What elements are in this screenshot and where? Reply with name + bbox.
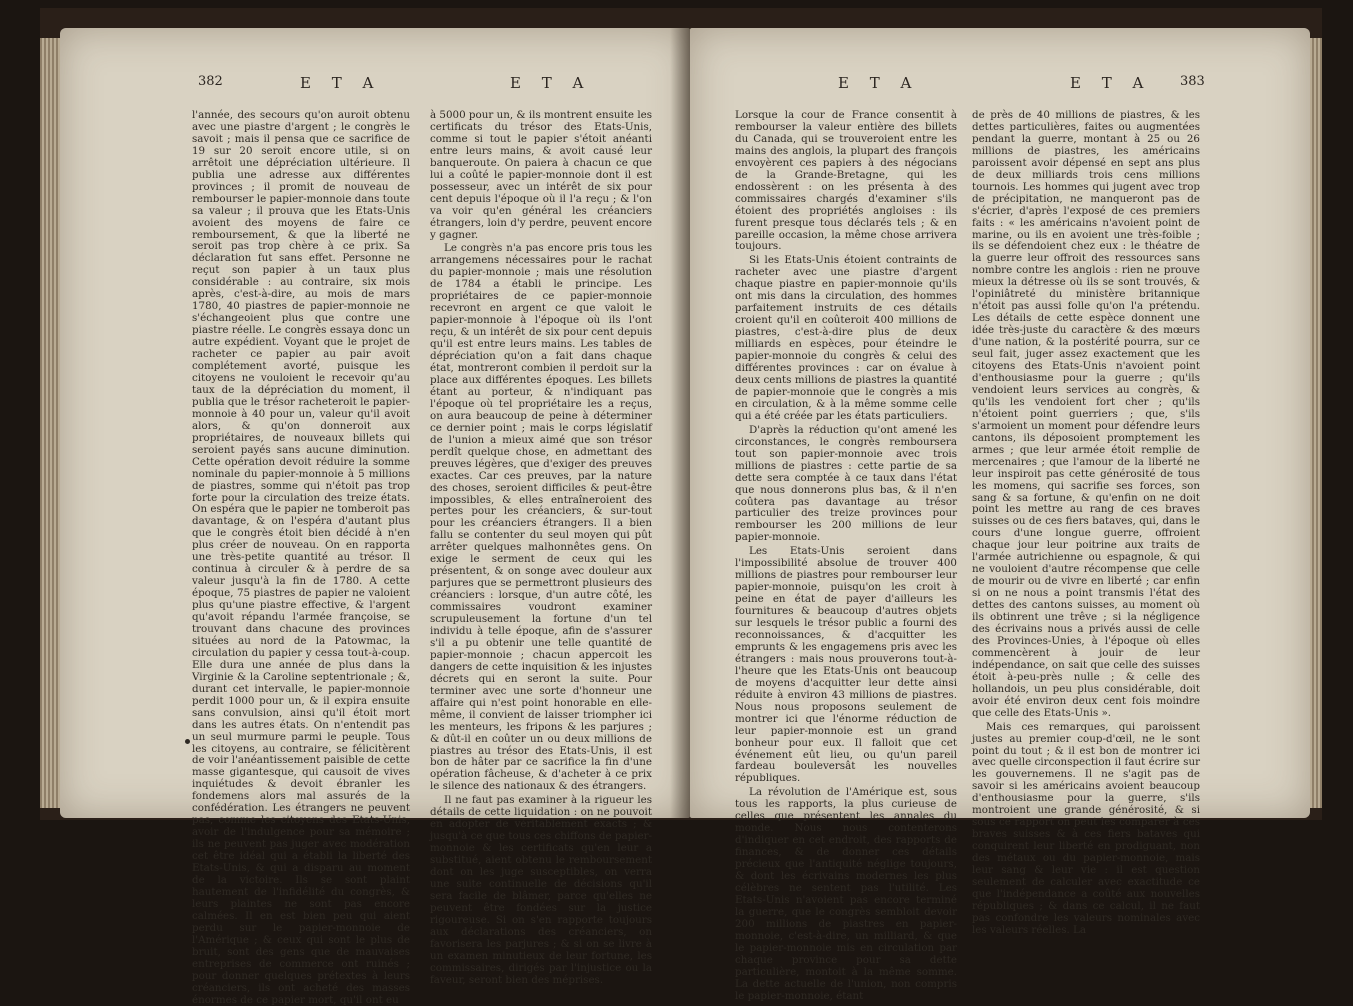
paragraph: Mais ces remarques, qui paroissent justes au premier coup-d'œil, ne le sont point du tout ; & il est bon de montrer ici avec quelle circonspection il faut écrire sur les gouvernemens. Il ne s'agit pas de savoir si les américains avoient beaucoup d'enthousiasme pour la guerre, s'ils montroient une grande générosité, & si sous ce rapport on peut les comparer à ces braves suisses & à ces fiers bataves qui conquirent leur liberté en prodiguant, non des métaux ou du papier-monnoie, mais leur sang & leur vie : il est question seulement de calculer avec exactitude ce que l'indépendance a coûté aux nouvelles républiques ; & dans ce calcul, il ne faut pas confondre les valeurs nominales avec les valeurs réelles. La xyxy=(972,720,1200,936)
paragraph: Les Etats-Unis seroient dans l'impossibilité absolue de trouver 400 millions de piastres pour rembourser leur papier-monnoie, puisqu'on les croit à peine en état de payer d'ailleurs les fournitures & beaucoup d'autres objets sur lesquels le trésor public a fourni des reconnoissances, & d'acquitter les emprunts & les engagemens pris avec les étrangers : mais nous prouverons tout-à-l'heure que les Etats-Unis ont beaucoup de moyens d'acquitter leur dette ainsi réduite à environ 43 millions de piastres. Nous nous proposons seulement de montrer ici que l'énorme réduction de leur papier-monnoie est un grand bonheur pour eux. Il falloit que cet événement eût lieu, ou qu'un pareil fardeau bouleversât les nouvelles républiques. xyxy=(735,545,957,785)
paragraph: Il ne faut pas examiner à la rigueur les détails de cette liquidation : on ne pouvoit en adopter de véritablement exacts ; & jusqu'à ce que tous ces chiffons de papier-monnoie & les certificats qu'en leur a substitué, aient obtenu le remboursement dont on les juge susceptibles, on verra une suite continuelle de décisions qu'il sera facile de blâmer, parce qu'elles ne peuvent être fondées sur la justice rigoureuse. Si on s'en rapporte toujours aux déclarations des créanciers, on favorisera les parjures ; & si on se livre à un examen minutieux de leur fortune, les commissaires, dirigés par l'injustice ou la faveur, seront bien des méprises. xyxy=(430,794,652,986)
paragraph: de près de 40 millions de piastres, & les dettes particulières, faites ou augmentées pendant la guerre, montant à 25 ou 26 millions de piastres, les américains paroissent avoir dépensé en sept ans plus de deux milliards trois cens millions tournois. Les hommes qui jugent avec trop de précipitation, ne manqueront pas de s'écrier, d'après l'exposé de ces premiers faits : « les américains n'avoient point de marine, ou ils en avoient une très-foible ; ils se défendoient chez eux : le théatre de la guerre leur offroit des ressources sans nombre contre les anglois : rien ne prouve mieux la détresse où ils se sont trouvés, & l'opiniâtreté du ministère britannique n'étoit pas aussi folle qu'on l'a prétendu. Les détails de cette espèce donnent une idée très-juste du caractère & des mœurs d'une nation, & la postérité pourra, sur ce seul fait, juger assez exactement que les citoyens des Etats-Unis n'avoient point d'enthousiasme pour la guerre ; qu'ils vendoient leurs services au congrès, & qu'ils les vendoient fort cher ; qu'ils n'étoient point guerriers ; que, s'ils s'armoient un moment pour défendre leurs cantons, ils déposoient promptement les armes ; que leur armée étoit remplie de mercenaires ; que l'amour de la liberté ne leur inspiroit pas cette générosité de tous les momens, qui sacrifie ses forces, son sang & sa fortune, & qu'enfin on ne doit point les mettre au rang de ces braves suisses ou de ces fiers bataves, qui, dans le cours d'une longue guerre, offroient chaque jour leur poitrine aux traits de l'armée autrichienne ou espagnole, & qui ne vouloient d'autre récompense que celle de mourir ou de vivre en liberté ; car enfin si on ne nous a point transmis l'état des dettes des cantons suisses, au moment où ils obtinrent une trêve ; si la négligence des écrivains nous a privés aussi de celle des Provinces-Unies, à l'époque où elles commencèrent à jouir de leur indépendance, on sait que celle des suisses étoit à-peu-près nulle ; & celle des hollandois, un peu plus considérable, doit avoir été environ deux cent fois moindre que celle des Etats-Unis ». xyxy=(972,109,1200,719)
paragraph: La révolution de l'Amérique est, sous tous les rapports, la plus curieuse de celles que présentent les annales du monde. Nous nous contenterons d'indiquer en cet endroit, des rapports de finances, & de donner ces détails précieux que l'antiquité néglige toujours, & dont les écrivains modernes les plus célèbres ne sentent pas l'utilité. Les Etats-Unis n'avoient pas encore terminé la guerre, que le congrès sembloit devoir 200 millions de piastres en papier-monnoie, c'est-à-dire, un milliard, & que le papier-monnoie mis en circulation par chaque province pour sa dette particulière, montoit à la même somme. La dette actuelle de l'union, non compris le papier-monnoie, étant xyxy=(735,786,957,1002)
paragraph: Lorsque la cour de France consentit à rembourser la valeur entière des billets du Canada, qui se trouveroient entre les mains des anglois, la plupart des françois envoyèrent ces papiers à des négocians de la Grande-Bretagne, qui les endossèrent : on les présenta à des commissaires chargés d'examiner s'ils étoient des propriétés angloises : ils furent presque tous déclarés tels ; & en pareille occasion, la même chose arrivera toujours. xyxy=(735,109,957,253)
text-column-1 xyxy=(192,109,410,1006)
paragraph: Si les Etats-Unis étoient contraints de racheter avec une piastre d'argent chaque piastre en papier-monnoie qu'ils ont mis dans la circulation, des hommes parfaitement instruits de ces détails croient qu'il en coûteroit 400 millions de piastres, c'est-à-dire plus de deux milliards en espèces, pour éteindre le papier-monnoie du congrès & celui des différentes provinces : car on évalue à deux cents millions de piastres la quantité de papier-monnoie que le congrès a mis en circulation, & à la même somme celle qui a été créée par les états particuliers. xyxy=(735,254,957,422)
paragraph: Le congrès n'a pas encore pris tous les arrangemens nécessaires pour le rachat du papier-monnoie ; mais une résolution de 1784 a établi le principe. Les propriétaires de ce papier-monnoie recevront en argent ce que valoit le papier-monnoie à l'époque où ils l'ont reçu, & un intérêt de six pour cent depuis qu'il est entre leurs mains. Les tables de dépréciation qu'on a fait dans chaque état, montreront combien il perdoit sur la place aux différentes époques. Les billets étant au porteur, & n'indiquant pas l'époque où tel propriétaire les a reçus, on aura beaucoup de peine à déterminer ce dernier point ; mais le corps législatif de l'union a mieux aimé que son trésor perdît quelque chose, en admettant des preuves légères, que d'exiger des preuves exactes. Car ces preuves, par la nature des choses, seroient difficiles & peut-être impossibles, & elles entraîneroient des pertes pour les créanciers, & sur-tout pour les créanciers étrangers. Il a bien fallu se contenter du seul moyen qui pût arrêter quelques malhonnêtes gens. On exige le serment de ceux qui les présentent, & on songe avec douleur aux parjures que se permettront plusieurs des créanciers : lorsque, d'un autre côté, les commissaires voudront examiner scrupuleusement la fortune d'un tel individu à telle époque, afin de s'assurer s'il a pu obtenir une telle quantité de papier-monnoie ; chacun appercoit les dangers de cette inquisition & les injustes décrets qui en seront la suite. Pour terminer avec une sorte d'honneur une affaire qui n'est point honorable en elle-même, il convient de laisser triompher ici les menteurs, les fripons & les parjures ; & dût-il en coûter un ou deux millions de piastres au trésor des Etats-Unis, il est bon de hâter par ce sacrifice la fin d'une opération fâcheuse, & d'acheter à ce prix le silence des nationaux & des étrangers. xyxy=(430,242,652,793)
margin-mark xyxy=(185,739,190,744)
running-headword: E T A xyxy=(838,74,920,92)
open-book xyxy=(40,8,1322,1006)
paragraph: D'après la réduction qu'ont amené les circonstances, le congrès remboursera tout son papier-monnoie avec trois millions de piastres : cette partie de sa dette sera comptée à ce taux dans l'état que nous donnerons plus bas, & il n'en coûtera pas davantage au trésor particulier des treize provinces pour rembourser les 200 millions de leur papier-monnoie. xyxy=(735,423,957,544)
text-column-1 xyxy=(735,109,957,1002)
text-column-2 xyxy=(430,109,652,986)
left-page xyxy=(60,28,690,1006)
running-headword: E T A xyxy=(510,74,592,92)
page-number: 383 xyxy=(1180,74,1205,89)
left-running-head xyxy=(60,74,690,98)
right-page xyxy=(690,28,1310,1002)
running-headword: E T A xyxy=(300,74,382,92)
paragraph: à 5000 pour un, & ils montrent ensuite les certificats du trésor des Etats-Unis, comme si tout le papier s'étoit anéanti entre leurs mains, & avoit causé leur banqueroute. On paiera à chacun ce que lui a coûté le papier-monnoie dont il est possesseur, avec un intérêt de six pour cent depuis l'époque où il l'a reçu ; & l'on va voir qu'en général les créanciers étrangers, loin d'y perdre, peuvent encore y gagner. xyxy=(430,109,652,241)
right-running-head xyxy=(690,74,1310,98)
running-headword: E T A xyxy=(1070,74,1152,92)
text-column-2 xyxy=(972,109,1200,936)
paragraph: l'année, des secours qu'on auroit obtenu avec une piastre d'argent ; le congrès le savoit ; mais il pensa que ce sacrifice de 19 sur 20 seroit encore utile, si on arrêtoit une dépréciation ultérieure. Il publia une adresse aux différentes provinces ; il promit de nouveau de rembourser le papier-monnoie dans toute sa valeur ; il prouva que les Etats-Unis avoient des moyens de faire ce remboursement, & que la liberté ne seroit pas trop chère à ce prix. Sa déclaration fut sans effet. Personne ne reçut son papier à un taux plus considérable : au contraire, six mois après, c'est-à-dire, au mois de mars 1780, 40 piastres de papier-monnoie ne s'échangeoient plus que contre une piastre réelle. Le congrès essaya donc un autre expédient. Voyant que le projet de racheter ce papier au pair avoit complétement avorté, puisque les citoyens ne vouloient le recevoir qu'au taux de la dépréciation du moment, il publia que le trésor racheteroit le papier-monnoie à 40 pour un, valeur qu'il avoit alors, & qu'on donneroit aux propriétaires, de nouveaux billets qui seroient payés sans aucune diminution. Cette opération devoit réduire la somme nominale du papier-monnoie à 5 millions de piastres, somme qui n'étoit pas trop forte pour la circulation des treize états. On espéra que le papier ne tomberoit pas davantage, & on l'espéra d'autant plus que le congrès étoit bien décidé à n'en plus créer de nouveau. On en rapporta une très-petite quantité au trésor. Il continua à circuler & à perdre de sa valeur jusqu'à la fin de 1780. A cette époque, 75 piastres de papier ne valoient plus qu'une piastre effective, & l'argent qu'avoit répandu l'armée françoise, se trouvant dans chacune des provinces situées au nord de la Patowmac, la circulation du papier y cessa tout-à-coup. Elle dura une année de plus dans la Virginie & la Caroline septentrionale ; &, durant cet intervalle, le papier-monnoie perdit 1000 pour un, & il expira ensuite sans convulsion, ainsi qu'il étoit mort dans les autres états. On n'entendit pas un seul murmure parmi le peuple. Tous les citoyens, au contraire, se félicitèrent de voir l'anéantissement paisible de cette masse gigantesque, qui causoit de vives inquiétudes & devoit ébranler les fondemens alors mal assurés de la confédération. Les étrangers ne peuvent pas, comme les citoyens des Etats-Unis, avoir de l'indulgence pour sa mémoire ; ils ne peuvent pas juger avec modération cet être idéal qui a établi la liberté des Etats-Unis, & qui a disparu au moment de la victoire. Ils se sont plaint hautement de l'infidélité du congrès, & leurs plaintes ne sont pas encore calmées. Il en est bien peu qui aient perdu sur le papier-monnoie de l'Amérique ; & ceux qui sont le plus de bruit, sont des gens que de mauvaises entreprises de commerce ont ruinés ; pour donner quelques prétextes à leurs créanciers, ils ont acheté des masses énormes de ce papier mort, qu'il ont eu xyxy=(192,109,410,1006)
page-number: 382 xyxy=(198,74,223,89)
